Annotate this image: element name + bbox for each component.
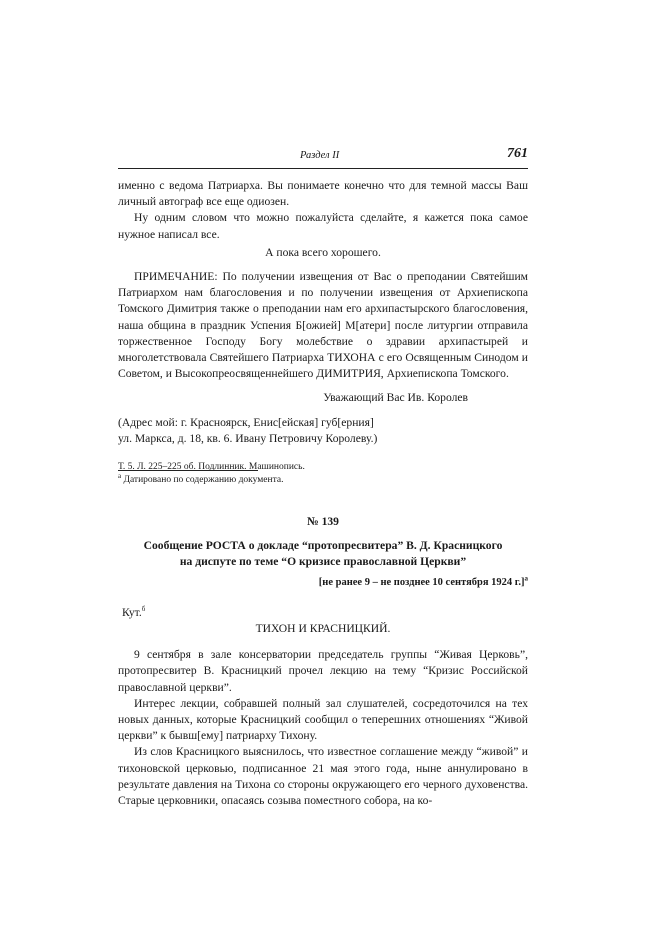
footnote — [118, 471, 528, 487]
document-number: № 139 — [307, 515, 339, 528]
letter-paragraph-2: Ну одним словом что можно пожалуйста сделайте, я кажется пока самое нужное написал все. — [118, 211, 528, 241]
letter-address-line-2: ул. Маркса, д. 18, кв. 6. Ивану Петровичу Королеву.) — [118, 431, 378, 445]
footnote-text: Датировано по содержанию документа. — [123, 475, 284, 485]
running-header — [118, 146, 528, 169]
kut-marker: б — [141, 604, 146, 613]
section-title: Раздел II — [300, 150, 340, 161]
document-date-text: [не ранее 9 – не позднее 10 сентября 1924 г.] — [318, 576, 525, 588]
document-date-marker: а — [524, 574, 528, 583]
letter-note: ПРИМЕЧАНИЕ: По получении извещения от Вас о преподании Святейшим Патриархом нам благословения и по получении извещения от Архиепископа Томского Димитрия также о преподании нам его архипастырского благословения, наша община в праздник Успения Б[ожией] М[атери] после литургии отправила торжественное Господу Богу молебствие о здравии архипастырей и многолетствовала Святейшего Патриарха ТИХОНА с его Освященным Синодом и Советом, и Высокопреосвященнейшего ДИМИТРИЯ, Архиепископа Томского. — [118, 270, 528, 381]
document-date — [118, 575, 528, 591]
document-paragraph-2: Интерес лекции, собравшей полный зал слушателей, сосредоточился на тех новых данных, которые Красницкий сообщил о теперешних отношениях “Живой церкви” к бывш[ему] патриарху Тихону. — [118, 696, 528, 743]
document-139 — [118, 514, 528, 809]
document-title-line-1: Сообщение РОСТА о докладе “протопресвитера” В. Д. Красницкого — [143, 539, 503, 553]
letter-closing: А пока всего хорошего. — [265, 245, 381, 259]
kut-line — [118, 605, 528, 621]
kut-text: Кут. — [122, 605, 142, 619]
document-title-line-2: на диспуте по теме “О кризисе православной Церкви” — [179, 555, 467, 569]
page-number: 761 — [507, 146, 528, 161]
letter-signature: Уважающий Вас Ив. Королев — [323, 391, 468, 405]
document-paragraph-1: 9 сентября в зале консерватории председатель группы “Живая Церковь”, протопресвитер В. Красницкий прочел лекцию на тему “Кризис Российской православной церкви”. — [118, 648, 528, 694]
document-heading: ТИХОН И КРАСНИЦКИЙ. — [255, 622, 391, 636]
archival-source: Т. 5. Л. 225–225 об. Подлинник. Машинопись. — [118, 462, 305, 473]
letter-continuation — [118, 178, 528, 474]
letter-paragraph-1: именно с ведома Патриарха. Вы понимаете конечно что для темной массы Ваш личный автограф все еще одиозен. — [118, 179, 528, 209]
document-paragraph-3: Из слов Красницкого выяснилось, что известное соглашение между “живой” и тихоновской церковью, подписанное 21 мая этого года, ныне аннулировано в результате давления на Тихона со стороны окружающего его черного духовенства. Старые церковники, опасаясь созыва поместного собора, на ко- — [118, 745, 528, 808]
footnote-marker: а — [118, 471, 122, 480]
footnote-divider — [118, 470, 258, 471]
letter-address-line-1: (Адрес мой: г. Красноярск, Енис[ейская] губ[ерния] — [118, 415, 374, 429]
